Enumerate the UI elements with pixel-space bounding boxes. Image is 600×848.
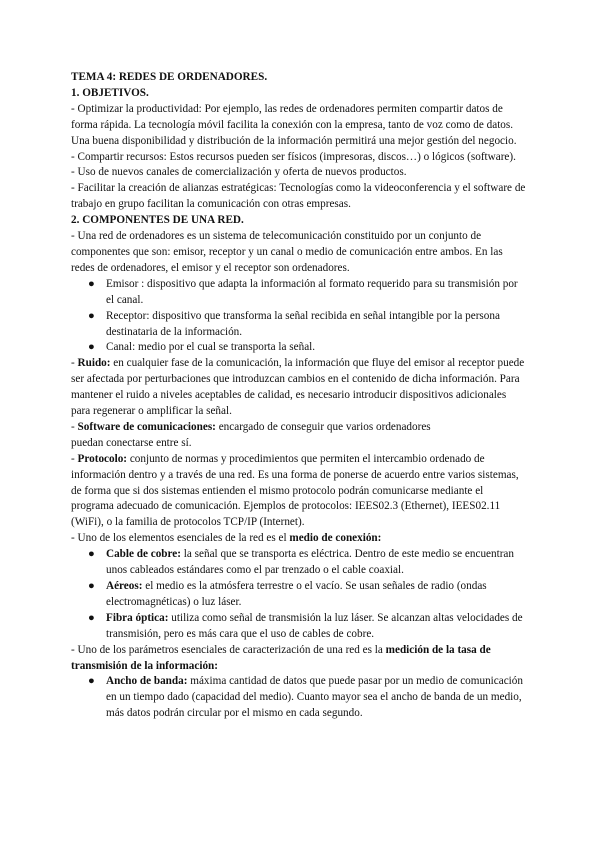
bullet-icon: ● bbox=[88, 341, 95, 354]
list-item: ● Emisor : dispositivo que adapta la información al formato requerido para su transmisión por el canal. bbox=[88, 277, 518, 306]
bullet-icon: ● bbox=[88, 580, 95, 592]
paragraph: - Facilitar la creación de alianzas estratégicas: Tecnologías como la videoconferencia y el software de trabajo en grupo facilitan la comunicación con otras empresas. bbox=[71, 182, 526, 211]
list-item: ● Fibra óptica: utiliza como señal de transmisión la luz láser. Se alcanzan altas velocidades de transmisión, pero es más cara que el uso de cables de cobre. bbox=[88, 611, 523, 640]
paragraph: - Optimizar la productividad: Por ejemplo, las redes de ordenadores permiten compartir datos de forma rápida. La tecnología móvil facilita la conexión con la empresa, tanto de voz como de datos. Una buena disponibilidad y distribución de la información permitirá una mejor gestión del negocio. bbox=[71, 102, 517, 147]
list-item: ● Ancho de banda: máxima cantidad de datos que puede pasar por un medio de comunicación en un tiempo dado (capacidad del medio). Cuanto mayor sea el ancho de banda de un medio, más datos podrán circular por el mismo en cada segundo. bbox=[88, 675, 523, 720]
bullet-icon: ● bbox=[88, 548, 95, 561]
paragraph: - Compartir recursos: Estos recursos pueden ser físicos (impresoras, discos…) o lógicos (software). bbox=[71, 150, 516, 163]
list-item: ● Canal: medio por el cual se transporta la señal. bbox=[71, 340, 528, 356]
bullet-icon: ● bbox=[88, 675, 95, 688]
bullet-icon: ● bbox=[88, 277, 95, 290]
bullet-list-medios bbox=[71, 547, 528, 642]
bullet-list-tasa bbox=[71, 674, 528, 722]
bullet-icon: ● bbox=[88, 611, 95, 624]
list-item: ● Aéreos: el medio es la atmósfera terrestre o el vacío. Se usan señales de radio (ondas electromagnéticas) o luz láser. bbox=[88, 580, 487, 608]
paragraph: - Uso de nuevos canales de comercialización y oferta de nuevos productos. bbox=[71, 166, 407, 179]
document-page bbox=[71, 70, 528, 722]
section-heading-componentes: 2. COMPONENTES DE UNA RED. bbox=[71, 214, 244, 227]
paragraph-software: - Software de comunicaciones: encargado de conseguir que varios ordenadores puedan conectarse entre sí. bbox=[71, 420, 431, 449]
paragraph-medio: - Uno de los elementos esenciales de la red es el medio de conexión: bbox=[71, 532, 382, 545]
paragraph-protocolo: - Protocolo: conjunto de normas y procedimientos que permiten el intercambio ordenado de información dentro y a través de una red. Es una forma de ponerse de acuerdo entre varios sistemas, de forma que si dos sistemas entienden el mismo protocolo podrán comunicarse mediante el programa adecuado de comunicación. Ejemplos de protocolos: IEES02.3 (Ethernet), IEES02.11 (WiFi), o la familia de protocolos TCP/IP (Internet). bbox=[71, 452, 519, 529]
list-item: ● Receptor: dispositivo que transforma la señal recibida en señal intangible por la persona destinataria de la información. bbox=[88, 309, 500, 338]
paragraph-ruido: - Ruido: en cualquier fase de la comunicación, la información que fluye del emisor al receptor puede ser afectada por perturbaciones que introduzcan cambios en el contenido de dicha información. Para mantener el ruido a niveles aceptables de calidad, es necesario introducir dispositivos adicionales para regenerar o amplificar la señal. bbox=[71, 357, 525, 418]
list-item: ● Cable de cobre: la señal que se transporta es eléctrica. Dentro de este medio se encuentran unos cableados estándares como el par trenzado o el cable coaxial. bbox=[88, 548, 514, 577]
bullet-icon: ● bbox=[88, 309, 95, 322]
paragraph: - Una red de ordenadores es un sistema de telecomunicación constituido por un conjunto de componentes que son: emisor, receptor y un canal o medio de comunicación entre ambos. En las redes de ordenadores, el emisor y el receptor son ordenadores. bbox=[71, 230, 503, 274]
paragraph-tasa: - Uno de los parámetros esenciales de caracterización de una red es la medición de la tasa de transmisión de la información: bbox=[71, 643, 491, 672]
section-heading-objetivos: 1. OBJETIVOS. bbox=[71, 86, 149, 99]
document-title: TEMA 4: REDES DE ORDENADORES. bbox=[71, 71, 268, 83]
bullet-list-componentes bbox=[71, 277, 528, 357]
